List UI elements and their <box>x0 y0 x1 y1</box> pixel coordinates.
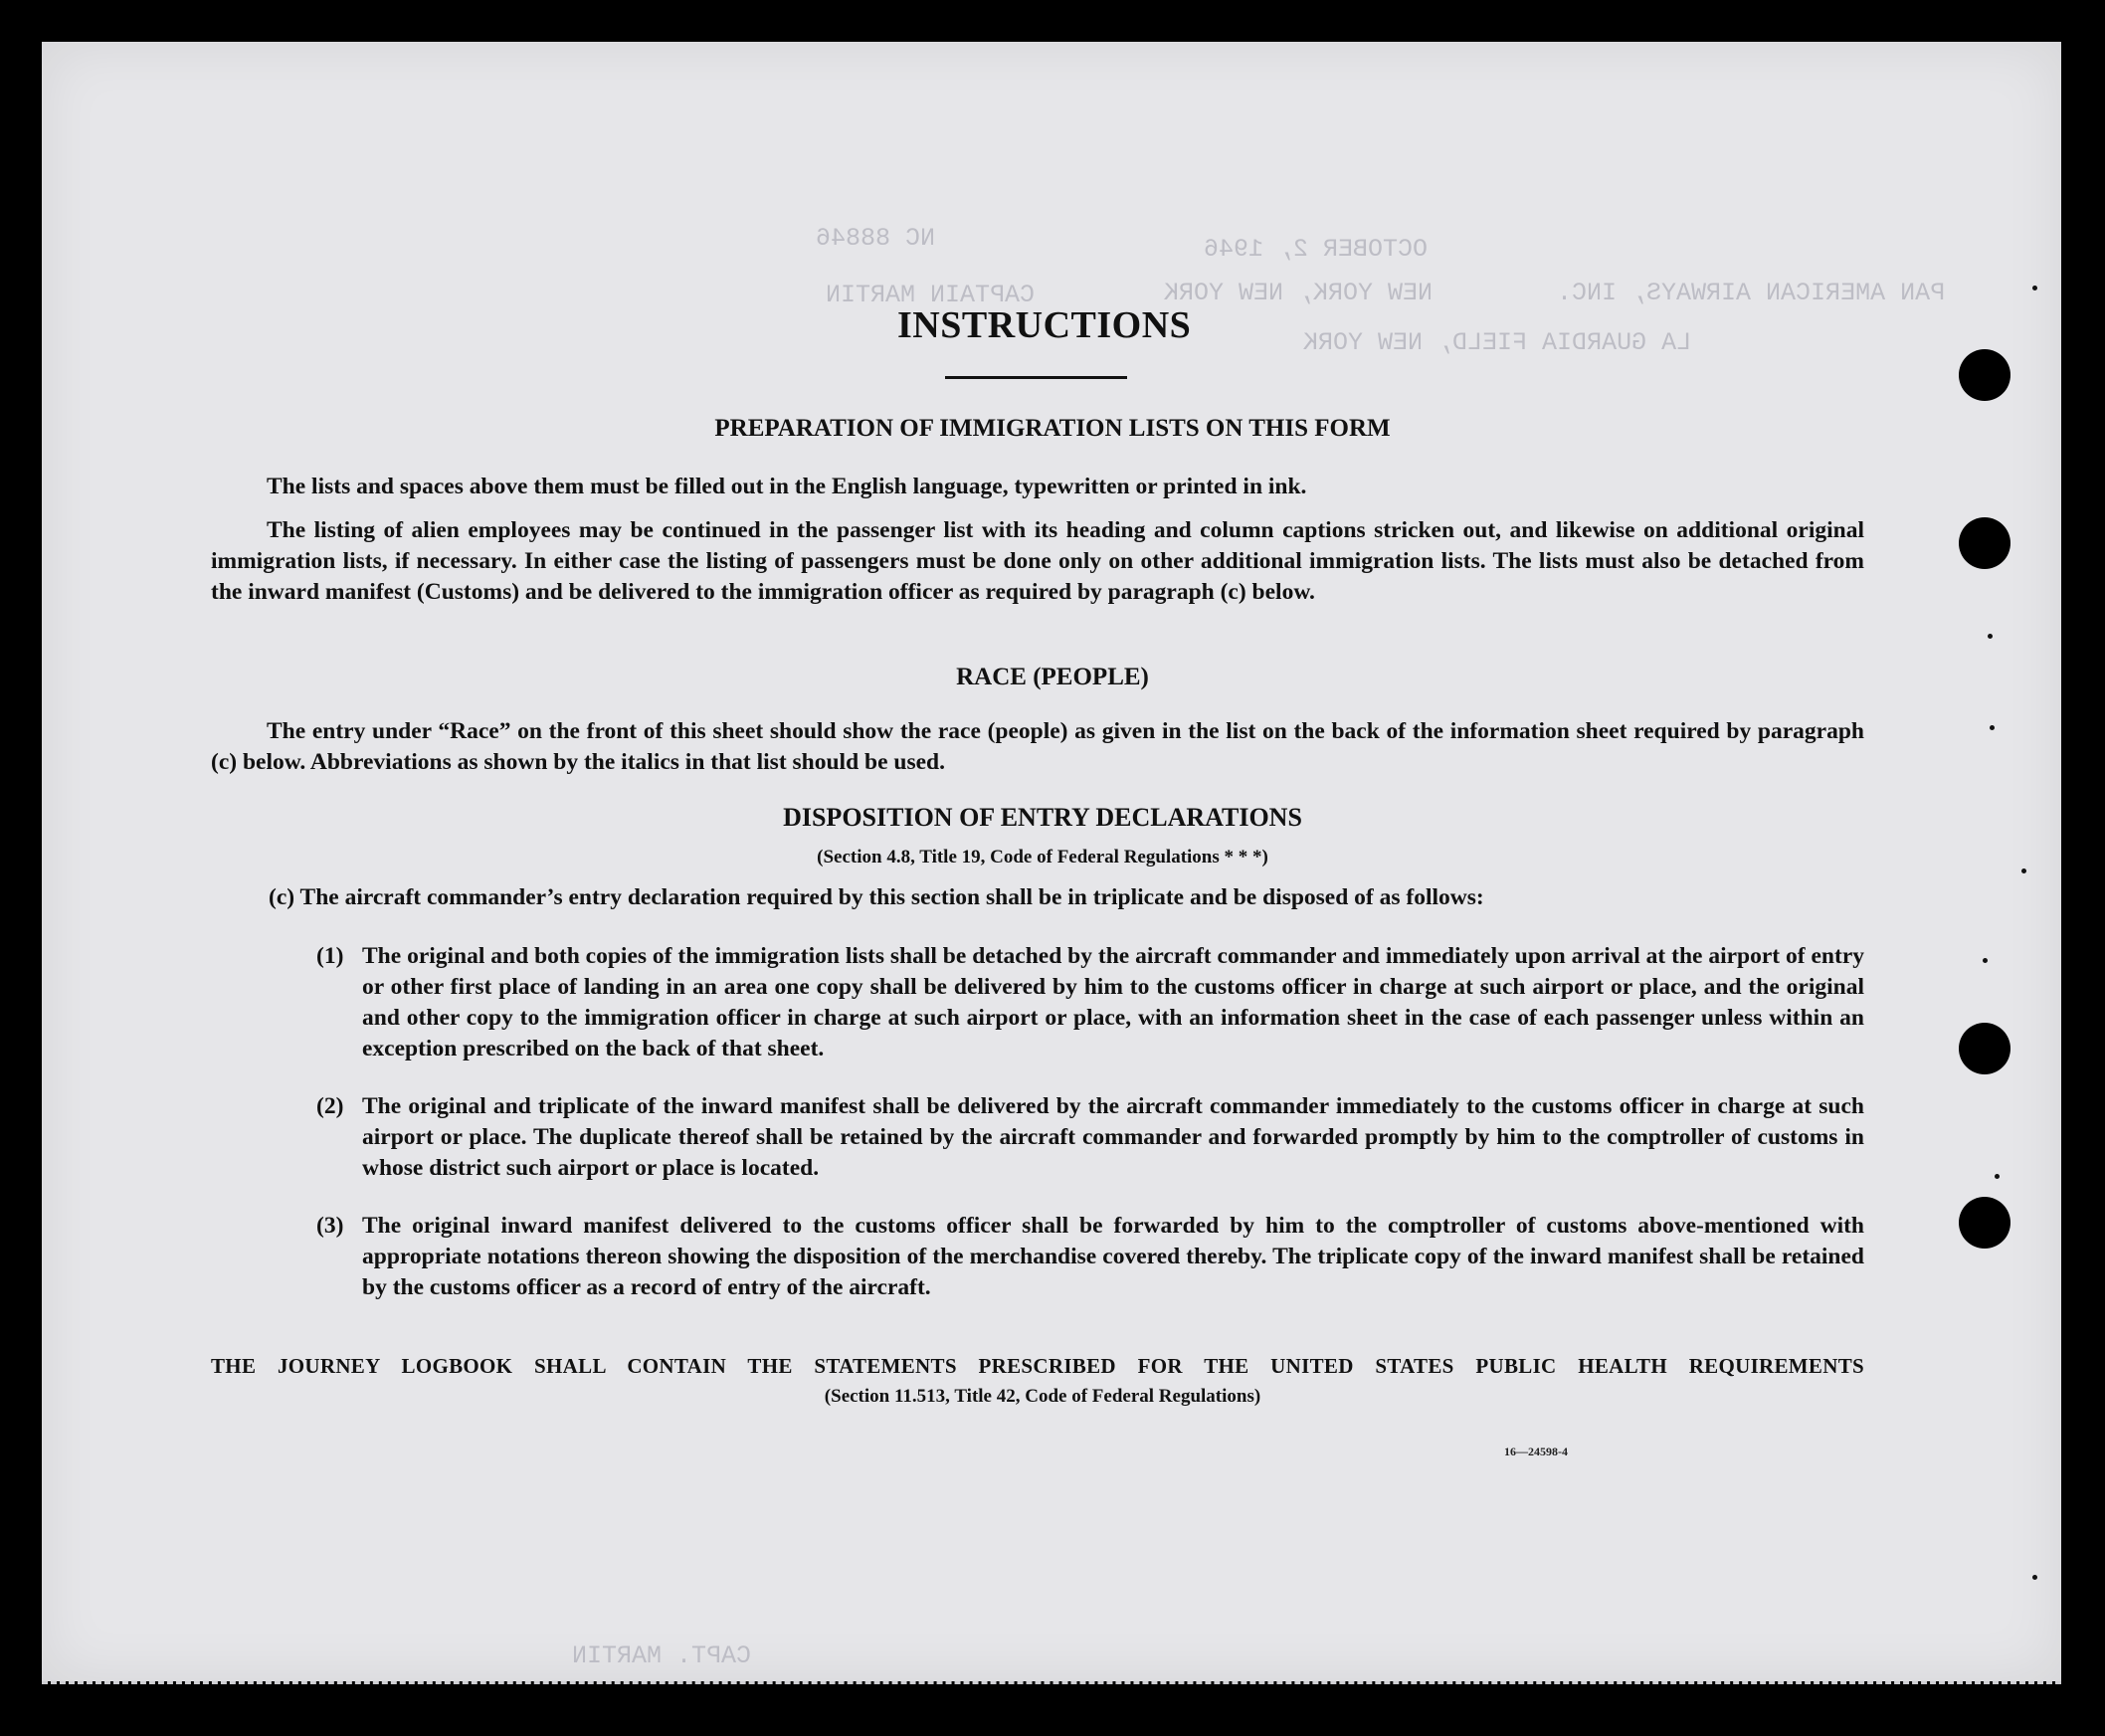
speck <box>1988 634 1993 639</box>
list-item <box>316 1211 1864 1303</box>
title-underline <box>945 376 1127 379</box>
bleed-through-text: CAPT. MARTIN <box>572 1641 752 1670</box>
page-title: INSTRUCTIONS <box>897 304 1192 346</box>
bleed-through-text: CAPTAIN MARTIN <box>826 281 1036 309</box>
paragraph-text: The listing of alien employees may be continued in the passenger list with its heading and column captions stricken out, and likewise on additional original immigration lists, if necessary. In either case the listing of passengers must be done only on other additional immigration lists. The lists must also be detached from the inward manifest (Customs) and be delivered to the immigration officer as required by paragraph (c) below. <box>211 517 1864 605</box>
paragraph-text: The lists and spaces above them must be filled out in the English language, typewritten or printed in ink. <box>267 474 1307 499</box>
bleed-through-text: NEW YORK, NEW YORK <box>1164 279 1434 307</box>
paragraph-intro: (c) The aircraft commander’s entry declaration required by this section shall be in triplicate and be disposed of as follows: <box>269 884 1484 910</box>
paragraph <box>211 515 1864 608</box>
section-heading-race: RACE (PEOPLE) <box>956 664 1149 690</box>
speck <box>2021 868 2026 873</box>
list-item-number: (2) <box>316 1093 344 1119</box>
punch-hole <box>1959 1023 2010 1074</box>
list-item <box>316 1091 1864 1184</box>
paragraph <box>211 472 1864 502</box>
list-item-text: The original and both copies of the immigration lists shall be detached by the aircraft commander and immediately upon arrival at the airport of entry or other first place of landing in an area one copy shall be delivered by him to the customs officer in charge at such airport or place, and the original and other copy to the immigration officer in charge at such airport or place, with an information sheet in the case of each passenger unless within an exception prescribed on the back of that sheet. <box>362 943 1864 1061</box>
paragraph-text: The entry under “Race” on the front of this sheet should show the race (people) as given in the list on the back of the information sheet required by paragraph (c) below. Abbreviations as shown by the italics in that list should be used. <box>211 718 1864 775</box>
bleed-through-text: NC 88846 <box>816 224 936 253</box>
speck <box>1995 1174 2000 1179</box>
speck <box>1990 725 1995 730</box>
speck <box>1983 958 1988 963</box>
public-health-citation: (Section 11.513, Title 42, Code of Federal Regulations) <box>824 1386 1261 1407</box>
speck <box>2032 286 2037 290</box>
bleed-through-text: OCTOBER 2, 1946 <box>1204 235 1429 264</box>
list-item-number: (1) <box>316 943 344 969</box>
punch-hole <box>1959 349 2010 401</box>
section-subheading-citation: (Section 4.8, Title 19, Code of Federal Regulations * * *) <box>817 847 1268 868</box>
list-item-text: The original inward manifest delivered to the customs officer shall be forwarded by him to the comptroller of customs above-mentioned with appropriate notations thereon showing the disposition of the merchandise covered thereby. The triplicate copy of the inward manifest shall be retained by the customs officer as a record of entry of the aircraft. <box>362 1213 1864 1300</box>
punch-hole <box>1959 517 2010 569</box>
list-item-number: (3) <box>316 1213 344 1239</box>
form-code: 16—24598-4 <box>1504 1445 1568 1458</box>
section-heading-preparation: PREPARATION OF IMMIGRATION LISTS ON THIS FORM <box>714 415 1391 442</box>
bleed-through-text: LA GUARDIA FIELD, NEW YORK <box>1303 328 1692 357</box>
bleed-through-text: PAN AMERICAN AIRWAYS, INC. <box>1557 279 1946 307</box>
public-health-statement: THE JOURNEY LOGBOOK SHALL CONTAIN THE STATEMENTS PRESCRIBED FOR THE UNITED STATES PUBLIC HEALTH REQUIREMENTS <box>211 1354 1864 1378</box>
paragraph <box>211 716 1864 778</box>
list-item <box>316 941 1864 1064</box>
section-heading-disposition: DISPOSITION OF ENTRY DECLARATIONS <box>783 803 1302 832</box>
speck <box>2032 1575 2037 1580</box>
perforation-edge <box>42 1681 2061 1690</box>
list-item-text: The original and triplicate of the inward manifest shall be delivered by the aircraft commander immediately to the customs officer in charge at such airport or place. The duplicate thereof shall be retained by the aircraft commander and forwarded promptly by him to the comptroller of customs in whose district such airport or place is located. <box>362 1093 1864 1181</box>
punch-hole <box>1959 1197 2010 1249</box>
